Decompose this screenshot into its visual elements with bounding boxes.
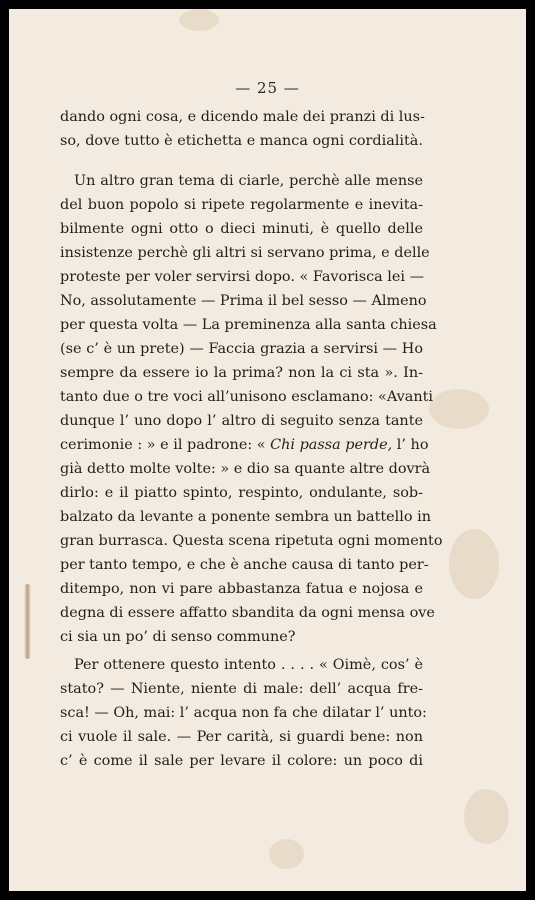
text-segment: l’ ho <box>392 437 429 453</box>
text-line: balzato da levante a ponente sembra un battello in <box>60 509 431 525</box>
foxing-stain <box>179 9 219 31</box>
text-line: ci vuole il sale. — Per carità, si guardi bene: non <box>60 729 423 745</box>
paragraph <box>60 653 427 773</box>
text-line: del buon popolo si ripete regolarmente e inevita- <box>60 197 423 213</box>
text-line: per questa volta — La preminenza alla santa chiesa <box>60 317 437 333</box>
edge-stain <box>24 584 31 659</box>
book-page <box>9 9 526 891</box>
text-line: già detto molte volte: » e dio sa quante altre dovrà <box>60 461 431 477</box>
text-line: Un altro gran tema di ciarle, perchè alle mense <box>74 173 423 189</box>
foxing-stain <box>449 529 499 599</box>
italic-phrase: Chi passa perde, <box>270 437 393 453</box>
text-line: proteste per voler servirsi dopo. « Favorisca lei — <box>60 269 424 285</box>
text-line: per tanto tempo, e che è anche causa di tanto per- <box>60 557 429 573</box>
text-line: Per ottenere questo intento . . . . « Oimè, cos’ è <box>74 657 423 673</box>
text-line: insistenze perchè gli altri si servano prima, e delle <box>60 245 430 261</box>
text-line: ci sia un po’ di senso commune? <box>60 629 296 645</box>
foxing-stain <box>464 789 509 844</box>
text-line: dunque l’ uno dopo l’ altro di seguito senza tante <box>60 413 423 429</box>
paragraph <box>60 105 423 153</box>
text-line: ditempo, non vi pare abbastanza fatua e nojosa e <box>60 581 423 597</box>
body-text <box>60 105 443 773</box>
text-line: (se c’ è un prete) — Faccia grazia a servirsi — Ho <box>60 341 423 357</box>
text-line: so, dove tutto è etichetta e manca ogni cordialità. <box>60 133 423 149</box>
text-line: dirlo: e il piatto spinto, respinto, ondulante, sob- <box>60 485 423 501</box>
text-line: sempre da essere io la prima? non la ci sta ». In- <box>60 365 423 381</box>
text-line: No, assolutamente — Prima il bel sesso — Almeno <box>60 293 427 309</box>
text-line-with-italic <box>60 433 429 457</box>
text-line: dando ogni cosa, e dicendo male dei pranzi di lus- <box>60 109 425 125</box>
text-segment: cerimonie : » e il padrone: « <box>60 437 271 453</box>
text-line: gran burrasca. Questa scena ripetuta ogni momento <box>60 533 443 549</box>
foxing-stain <box>429 389 489 429</box>
text-line: sca! — Oh, mai: l’ acqua non fa che dilatar l’ unto: <box>60 705 427 721</box>
foxing-stain <box>269 839 304 869</box>
text-line: bilmente ogni otto o dieci minuti, è quello delle <box>60 221 423 237</box>
text-line: stato? — Niente, niente di male: dell’ acqua fre- <box>60 681 423 697</box>
text-line: c’ è come il sale per levare il colore: un poco di <box>60 753 423 769</box>
paragraph <box>60 169 443 649</box>
text-line: tanto due o tre voci all’unisono esclamano: «Avanti <box>60 389 433 405</box>
page-number: — 25 — <box>235 79 300 97</box>
text-line: degna di essere affatto sbandita da ogni mensa ove <box>60 605 435 621</box>
